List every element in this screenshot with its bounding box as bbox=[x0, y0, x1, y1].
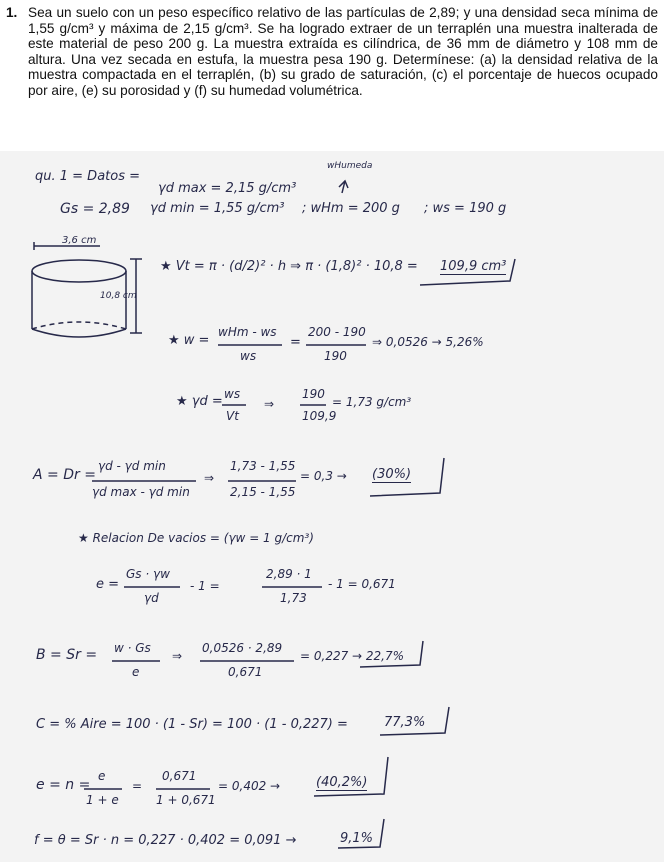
gs-value: Gs = 2,89 bbox=[60, 201, 130, 217]
e-den: γd bbox=[144, 591, 159, 605]
notes-header: qu. 1 = Datos = bbox=[35, 169, 141, 184]
part-c-equation: C = % Aire = 100 · (1 - Sr) = 100 · (1 - 0,227) = bbox=[36, 717, 348, 732]
e-minus: - 1 = bbox=[190, 579, 220, 593]
yd-num2: 190 bbox=[302, 387, 325, 401]
yd-lhs: ★ γd = bbox=[176, 394, 223, 409]
hand-drawn-ink bbox=[0, 151, 664, 862]
part-e-num: e bbox=[98, 769, 106, 783]
w-eq: = bbox=[290, 335, 301, 350]
part-b-den: e bbox=[132, 665, 140, 679]
ws-value: ; ws = 190 g bbox=[424, 201, 507, 216]
part-a-num: γd - γd min bbox=[98, 459, 166, 473]
part-a-arrow: ⇒ bbox=[204, 471, 215, 485]
handwritten-solution-sheet bbox=[0, 151, 664, 862]
height-label: 10,8 cm bbox=[100, 291, 137, 301]
part-e-result: = 0,402 → bbox=[218, 779, 281, 793]
problem-statement bbox=[6, 5, 658, 98]
e-result: - 1 = 0,671 bbox=[328, 577, 396, 591]
w-num2: 200 - 190 bbox=[308, 325, 366, 339]
part-a-result: = 0,3 → bbox=[300, 469, 347, 483]
e-num: Gs · γw bbox=[126, 567, 170, 581]
part-b-den2: 0,671 bbox=[228, 665, 263, 679]
problem-text: Sea un suelo con un peso específico relativo de las partículas de 2,89; y una densidad seca mínima de 1,55 g/cm³ y máxima de 2,15 g/cm³. Se ha logrado extraer de un terraplén una muestra inalterada de este material de peso 200 g. La muestra extraída es cilíndrica, de 36 mm de diámetro y 108 mm de altura. Una vez secada en estufa, la muestra pesa 190 g. Determínese: (a) la densidad relativa de la muestra compactada en el terraplén, (b) su grado de saturación, (c) el porcentaje de huecos ocupado por aire, (e) su porosidad y (f) su humedad volumétrica. bbox=[28, 5, 658, 98]
w-num: wHm - ws bbox=[218, 325, 277, 339]
vt-formula: ★ Vt = π · (d/2)² · h ⇒ π · (1,8)² · 10,8 = bbox=[160, 259, 418, 274]
yd-den2: 109,9 bbox=[302, 409, 337, 423]
w-lhs: ★ w = bbox=[168, 333, 210, 348]
part-f-equation: f = θ = Sr · n = 0,227 · 0,402 = 0,091 → bbox=[34, 833, 297, 848]
yd-min: γd min = 1,55 g/cm³ bbox=[150, 201, 285, 216]
part-a-den2: 2,15 - 1,55 bbox=[230, 485, 296, 499]
part-e-lhs: e = n = bbox=[36, 777, 91, 793]
part-c-result: 77,3% bbox=[384, 715, 426, 730]
w-den: ws bbox=[240, 349, 257, 363]
e-lhs: e = bbox=[96, 577, 120, 592]
part-e-answer: (40,2%) bbox=[316, 775, 368, 790]
part-f-result: 9,1% bbox=[340, 831, 374, 846]
part-a-lhs: A = Dr = bbox=[33, 467, 96, 483]
diameter-label: 3,6 cm bbox=[62, 235, 97, 246]
part-b-arrow: ⇒ bbox=[172, 649, 183, 663]
wh-value: ; wHm = 200 g bbox=[302, 201, 400, 216]
w-den2: 190 bbox=[324, 349, 347, 363]
e-num2: 2,89 · 1 bbox=[266, 567, 312, 581]
problem-number: 1. bbox=[6, 5, 18, 20]
yd-arrow: ⇒ bbox=[264, 397, 275, 411]
yd-den: Vt bbox=[226, 409, 239, 423]
part-e-num2: 0,671 bbox=[162, 769, 197, 783]
part-b-result: = 0,227 → 22,7% bbox=[300, 649, 405, 663]
wh-label: wHumeda bbox=[327, 161, 373, 171]
part-a-num2: 1,73 - 1,55 bbox=[230, 459, 296, 473]
part-e-den: 1 + e bbox=[86, 793, 119, 807]
void-ratio-heading: ★ Relacion De vacios = (γw = 1 g/cm³) bbox=[78, 531, 314, 545]
yd-max: γd max = 2,15 g/cm³ bbox=[158, 181, 297, 196]
part-b-num2: 0,0526 · 2,89 bbox=[202, 641, 283, 655]
e-den2: 1,73 bbox=[280, 591, 307, 605]
part-a-den: γd max - γd min bbox=[92, 485, 190, 499]
part-e-den2: 1 + 0,671 bbox=[156, 793, 216, 807]
yd-result: = 1,73 g/cm³ bbox=[332, 395, 412, 409]
w-result: ⇒ 0,0526 → 5,26% bbox=[372, 335, 484, 349]
part-e-eq: = bbox=[132, 779, 143, 793]
part-b-num: w · Gs bbox=[114, 641, 151, 655]
part-a-answer: (30%) bbox=[372, 467, 412, 482]
vt-result: 109,9 cm³ bbox=[440, 259, 507, 274]
part-b-lhs: B = Sr = bbox=[36, 647, 98, 663]
yd-num: ws bbox=[224, 387, 241, 401]
